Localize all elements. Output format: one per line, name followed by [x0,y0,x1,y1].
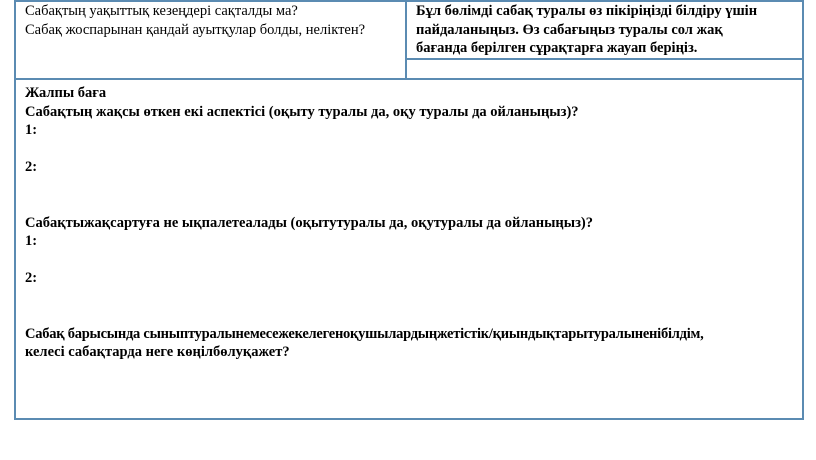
evaluation-cell [25,84,797,362]
top-left-cell [25,2,403,39]
question-3-line-1: Сабақ барысында сыныптуралынемесежекелегеноқушылардыңжетістік/қиындықтарытуралыненібілдім, [25,325,704,342]
column-divider [405,0,407,80]
instruction-line-3: бағанда берілген сұрақтарға жауап беріңіз. [416,40,698,56]
instruction-line-2: пайдаланыңыз. Өз сабағыңыз туралы сол жақ [416,21,723,38]
question-2-answer-1: 1: [25,233,38,249]
question-1-answer-2: 2: [25,159,38,175]
top-right-cell [416,2,800,58]
timing-question: Сабақтың уақыттық кезеңдері сақталды ма? [25,3,298,19]
question-2: Сабақтыжақсартуға не ықпалетеалады (оқытутуралы да, оқутуралы да ойланыңыз)? [25,214,593,231]
question-3-line-2: келесі сабақтарда неге көңілбөлуқажет? [25,344,290,360]
question-1-answer-1: 1: [25,122,38,138]
deviation-question: Сабақ жоспарынан қандай ауытқулар болды, неліктен? [25,21,366,38]
question-1: Сабақтың жақсы өткен екі аспектісі (оқыту туралы да, оқу туралы да ойланыңыз)? [25,103,579,120]
reflection-table [14,0,802,418]
evaluation-heading: Жалпы баға [25,85,107,101]
right-cell-divider [405,58,802,60]
row-divider [14,78,802,80]
question-2-answer-2: 2: [25,270,38,286]
instruction-line-1: Бұл бөлімді сабақ туралы өз пікіріңізді білдіру үшін [416,3,758,19]
